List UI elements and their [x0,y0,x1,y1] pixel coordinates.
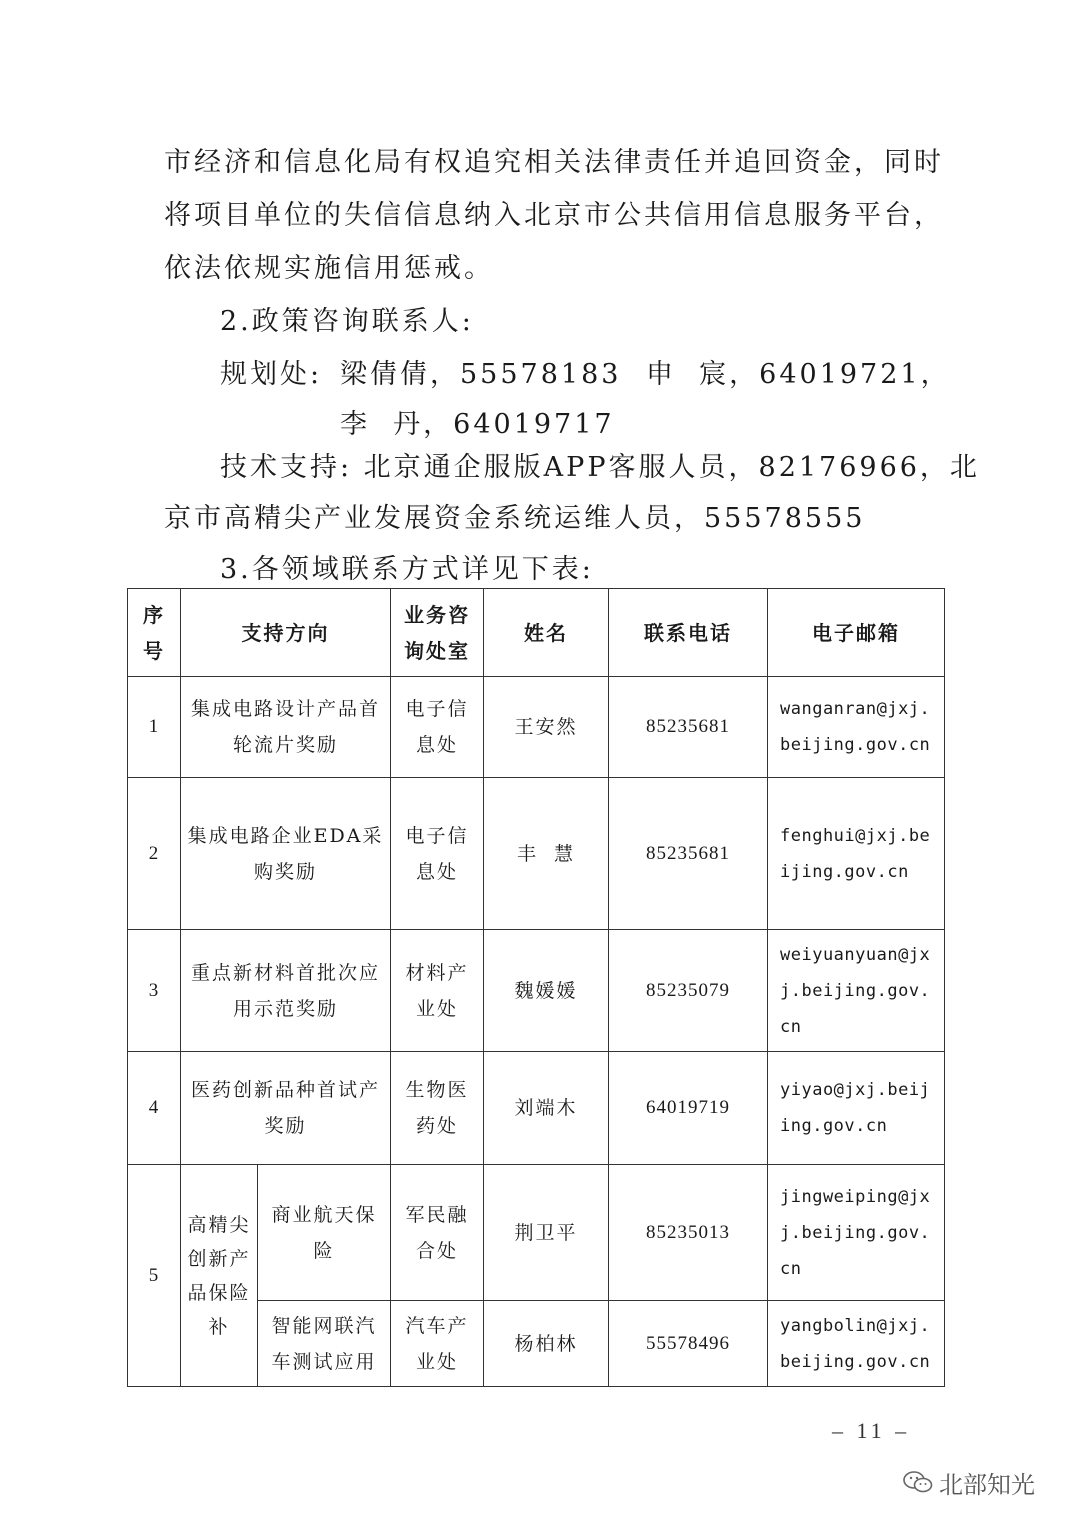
section-heading-3: 3.各领域联系方式详见下表: [220,554,594,585]
watermark [903,1462,1035,1502]
cell-direction: 医药创新品种首试产奖励 [181,1052,391,1165]
header-office: 业务咨询处室 [391,589,484,677]
cell-direction: 集成电路企业EDA采购奖励 [181,778,391,930]
tech-support-line: 京市高精尖产业发展资金系统运维人员，55578555 [164,503,866,534]
header-direction: 支持方向 [181,589,391,677]
cell-name: 魏媛媛 [484,930,609,1052]
cell-email: wanganran@jxj.beijing.gov.cn [768,677,945,778]
table-row [128,1165,945,1301]
header-seq: 序号 [128,589,181,677]
cell-name: 丰 慧 [484,778,609,930]
contact-entry: 申 宸，64019721， [646,359,951,390]
cell-office: 生物医药处 [391,1052,484,1165]
cell-office: 汽车产业处 [391,1301,484,1387]
body-paragraph-line: 市经济和信息化局有权追究相关法律责任并追回资金，同时 [164,147,944,178]
cell-direction: 重点新材料首批次应用示范奖励 [181,930,391,1052]
contact-entry: 梁倩倩，55578183 [340,359,622,390]
cell-email: weiyuanyuan@jxj.beijing.gov.cn [768,930,945,1052]
contacts-table [127,588,945,1387]
cell-seq: 1 [128,677,181,778]
cell-phone: 64019719 [609,1052,768,1165]
cell-phone: 85235079 [609,930,768,1052]
cell-direction: 商业航天保险 [258,1165,391,1301]
cell-phone: 55578496 [609,1301,768,1387]
cell-group: 高精尖创新产品保险补 [181,1165,258,1387]
contact-entry: 李 丹，64019717 [340,409,615,440]
table-header-row [128,589,945,677]
cell-direction: 智能网联汽车测试应用 [258,1301,391,1387]
cell-name: 杨柏林 [484,1301,609,1387]
cell-name: 荆卫平 [484,1165,609,1301]
cell-seq: 4 [128,1052,181,1165]
page-number: – 11 – [832,1418,911,1443]
cell-email: fenghui@jxj.beijing.gov.cn [768,778,945,930]
table-row [128,778,945,930]
body-paragraph-line: 依法依规实施信用惩戒。 [164,253,494,284]
cell-name: 王安然 [484,677,609,778]
cell-seq: 5 [128,1165,181,1387]
cell-direction: 集成电路设计产品首轮流片奖励 [181,677,391,778]
section-heading-2: 2.政策咨询联系人: [220,306,474,337]
cell-office: 材料产业处 [391,930,484,1052]
cell-office: 军民融合处 [391,1165,484,1301]
cell-name: 刘端木 [484,1052,609,1165]
wechat-icon [903,1470,933,1494]
header-phone: 联系电话 [609,589,768,677]
cell-phone: 85235013 [609,1165,768,1301]
table-row [128,1052,945,1165]
table-row [128,930,945,1052]
planning-label: 规划处: [220,359,323,390]
cell-email: jingweiping@jxj.beijing.gov.cn [768,1165,945,1301]
table-row [128,677,945,778]
header-email: 电子邮箱 [768,589,945,677]
cell-seq: 2 [128,778,181,930]
watermark-text: 北部知光 [939,1470,1035,1499]
body-paragraph-line: 将项目单位的失信信息纳入北京市公共信用信息服务平台， [164,200,944,231]
header-name: 姓名 [484,589,609,677]
cell-phone: 85235681 [609,778,768,930]
cell-office: 电子信息处 [391,778,484,930]
cell-office: 电子信息处 [391,677,484,778]
tech-support-line: 技术支持: 北京通企服版APP客服人员，82176966，北 [220,452,980,483]
cell-phone: 85235681 [609,677,768,778]
cell-seq: 3 [128,930,181,1052]
cell-email: yangbolin@jxj.beijing.gov.cn [768,1301,945,1387]
cell-email: yiyao@jxj.beijing.gov.cn [768,1052,945,1165]
